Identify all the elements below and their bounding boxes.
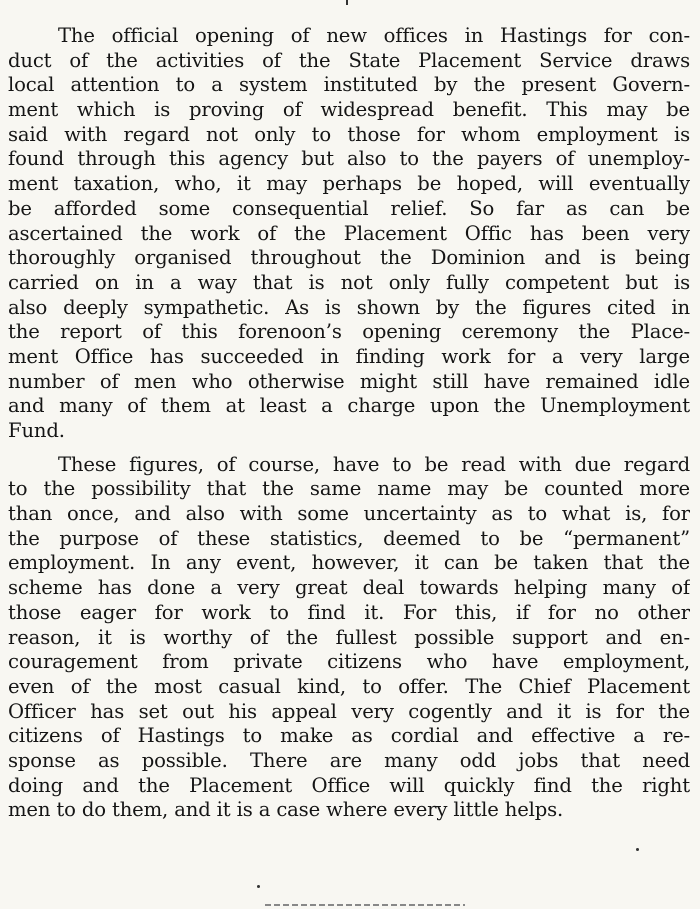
article-column (8, 24, 690, 823)
paragraph-line: These figures, of course, have to be read with due regard (58, 452, 690, 476)
paragraph-line: those eager for work to find it. For this, if for no other (8, 600, 690, 624)
paragraph-line: duct of the activities of the State Placement Service draws (8, 48, 690, 72)
paragraph-line: the purpose of these statistics, deemed to be “permanent” (8, 526, 690, 550)
paragraph-line: also deeply sympathetic. As is shown by the figures cited in (8, 295, 690, 319)
paragraph-line: even of the most casual kind, to offer. The Chief Placement (8, 674, 690, 698)
paragraph-line: carried on in a way that is not only fully competent but is (8, 270, 690, 294)
paragraph-line: be afforded some consequential relief. So far as can be (8, 196, 690, 220)
paragraph-line: and many of them at least a charge upon the Unemployment (8, 394, 690, 418)
paragraph-line: thoroughly organised throughout the Dominion and is being (8, 246, 690, 270)
paragraph-line: couragement from private citizens who have employment, (8, 650, 690, 674)
print-speck (257, 885, 260, 888)
paragraph-line: number of men who otherwise might still have remained idle (8, 369, 690, 393)
article-paragraph-1 (8, 24, 690, 444)
top-edge-mark (346, 0, 348, 5)
paragraph-line: found through this agency but also to the payers of unemploy- (8, 147, 690, 171)
paragraph-line: said with regard not only to those for whom employment is (8, 122, 690, 146)
paragraph-line: the report of this forenoon’s opening ceremony the Place- (8, 320, 690, 344)
paragraph-line: to the possibility that the same name may be counted more (8, 477, 690, 501)
paragraph-line: ment taxation, who, it may perhaps be hoped, will eventually (8, 172, 690, 196)
paragraph-spacing (8, 444, 690, 453)
paragraph-line: Officer has set out his appeal very cogently and it is for the (8, 699, 690, 723)
paragraph-line: men to do them, and it is a case where every little helps. (8, 798, 564, 822)
paragraph-line: employment. In any event, however, it can be taken that the (8, 551, 690, 575)
article-paragraph-2 (8, 453, 690, 823)
paragraph-line: than once, and also with some uncertainty as to what is, for (8, 502, 690, 526)
paragraph-line: sponse as possible. There are many odd jobs that need (8, 748, 690, 772)
paragraph-line: doing and the Placement Office will quickly find the right (8, 773, 690, 797)
paragraph-line: The official opening of new offices in Hastings for con- (58, 24, 690, 47)
paragraph-line: Fund. (8, 419, 65, 442)
paragraph-line: ascertained the work of the Placement Offic has been very (8, 221, 690, 245)
paragraph-line: citizens of Hastings to make as cordial and effective a re- (8, 724, 690, 748)
paragraph-line: ment which is proving of widespread benefit. This may be (8, 98, 690, 122)
bottom-rule (265, 904, 465, 906)
print-speck (636, 848, 639, 851)
paragraph-line: scheme has done a very great deal towards helping many of (8, 576, 690, 600)
paragraph-line: local attention to a system instituted by the present Govern- (8, 73, 690, 97)
paragraph-line: reason, it is worthy of the fullest possible support and en- (8, 625, 690, 649)
paragraph-line: ment Office has succeeded in finding work for a very large (8, 344, 690, 368)
